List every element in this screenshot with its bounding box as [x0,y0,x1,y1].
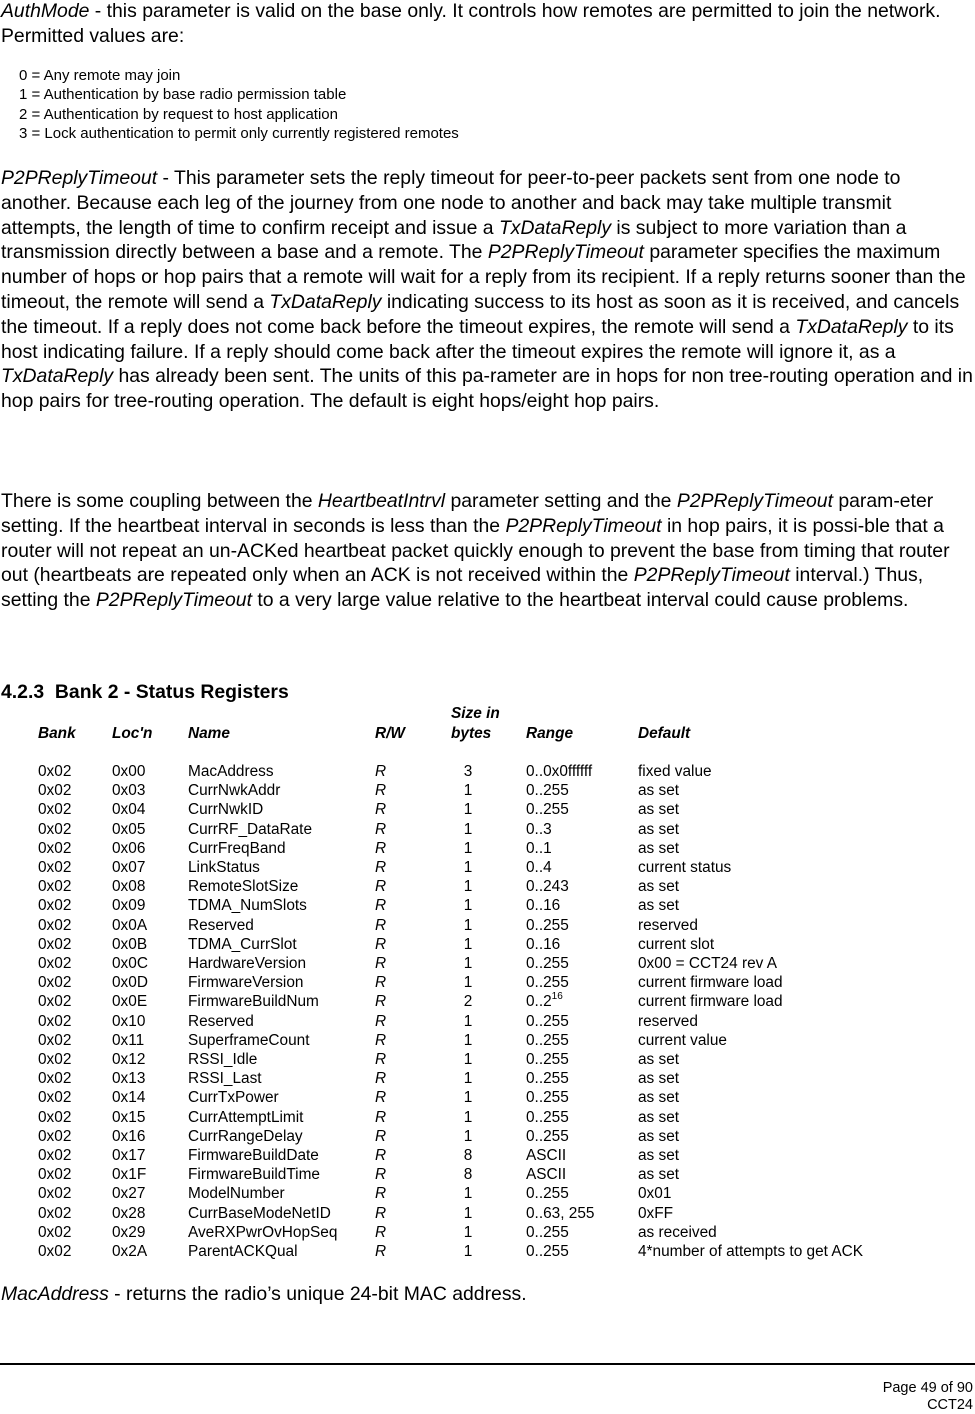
size-cell: 1 [463,1243,473,1260]
p2p-text-4: indicating success to its host as soon as it is received, and cancels the timeout. If a reply does not come back before the timeout expires, the remote will send a [1,290,960,338]
location-cell: 0x10 [112,1012,146,1030]
location-cell: 0x09 [112,897,146,915]
range-cell: 0..255 [526,1089,569,1107]
table-row [0,935,975,954]
rw-cell: R [375,1223,387,1241]
size-cell: 1 [463,897,473,915]
location-cell: 0x16 [112,1127,146,1145]
bank-cell: 0x02 [38,897,72,915]
size-cell: 1 [463,1051,473,1068]
register-name-cell: CurrNwkID [188,801,264,819]
table-row [0,820,975,839]
default-cell: as set [638,1070,680,1088]
range-cell: 0..255 [526,1051,569,1068]
location-cell: 0x12 [112,1051,146,1068]
default-cell: as set [638,1166,680,1184]
table-row [0,1050,975,1069]
bank-cell: 0x02 [38,1166,72,1184]
location-cell: 0x0C [112,955,148,972]
register-name-cell: FirmwareVersion [188,974,304,992]
size-cell: 1 [463,801,473,819]
table-row [0,800,975,819]
rw-cell: R [375,1243,387,1260]
p2p-text-5: to its host indicating failure. If a reply should come back after the timeout expires the remote will ignore it, as a [1,315,954,363]
rw-cell: R [375,1031,387,1049]
default-cell: as set [638,801,680,819]
bank-cell: 0x02 [38,935,72,953]
register-name-cell: HardwareVersion [188,955,307,972]
default-cell: as set [638,1089,680,1107]
bank-cell: 0x02 [38,1051,72,1068]
table-row [0,1088,975,1107]
macaddress-text: - returns the radio’s unique 24-bit MAC address. [108,1283,527,1305]
coupling-text-3: param-eter setting. If the heartbeat interval in seconds is less than the [1,490,934,537]
location-cell: 0x06 [112,839,146,857]
footer-divider [0,1363,975,1365]
table-row [0,1184,975,1203]
table-row [0,839,975,858]
coupling-text-4: in hop pairs, it is possi-ble that a router will not repeat an un-ACKed heartbeat packet quickly enough to prevent the base from timing that router out (heartbeats are repeated only when an ACK is not received within the [1,514,950,587]
size-cell: 1 [463,820,473,838]
default-cell: 0x01 [638,1185,672,1203]
register-name-cell: CurrAttemptLimit [188,1108,304,1126]
range-cell: 0..255 [526,1127,569,1145]
coupling-text-1: There is some coupling between the [1,490,318,512]
rw-cell: R [375,878,387,896]
authmode-value-2: 2 = Authentication by request to host application [19,105,338,123]
range-cell: 0..255 [526,801,569,819]
rw-cell: R [375,1127,387,1145]
table-row [0,1146,975,1165]
table-header [0,704,975,752]
location-cell: 0x0D [112,974,148,992]
register-name-cell: RemoteSlotSize [188,878,299,896]
rw-cell: R [375,1012,387,1030]
register-name-cell: FirmwareBuildNum [188,993,319,1011]
table-row [0,1204,975,1223]
rw-cell: R [375,782,387,800]
location-cell: 0x14 [112,1089,146,1107]
range-cell: 0..255 [526,1012,569,1030]
authmode-values-list [19,66,459,143]
default-cell: as set [638,839,680,857]
size-cell: 1 [463,878,473,896]
authmode-term: AuthMode [1,0,90,22]
bank-cell: 0x02 [38,859,72,876]
size-cell: 1 [463,1012,473,1030]
rw-cell: R [375,801,387,819]
authmode-value-1: 1 = Authentication by base radio permission table [19,86,347,104]
p2p-text-1: - This parameter sets the reply timeout for peer-to-peer packets sent from one node to another. Because each leg of the journey from one node to another and back may take multiple transmit attempts, the length of time to confirm receipt and issue a [1,167,901,239]
bank-cell: 0x02 [38,1243,72,1260]
bank-cell: 0x02 [38,839,72,857]
location-cell: 0x17 [112,1147,146,1164]
range-cell: 0..255 [526,1070,569,1088]
size-cell: 1 [463,916,473,934]
register-name-cell: FirmwareBuildTime [188,1166,320,1184]
bank-cell: 0x02 [38,1108,72,1126]
register-name-cell: CurrRangeDelay [188,1127,303,1145]
range-cell: 0..255 [526,1031,569,1049]
range-cell: 0..16 [526,935,561,953]
range-cell: 0..16 [526,897,561,915]
bank-cell: 0x02 [38,916,72,934]
size-cell: 1 [463,1089,473,1107]
p2p-term-txdatareply: TxDataReply [498,216,612,239]
p2p-term-ref: P2PReplyTimeout [676,490,833,512]
register-name-cell: ModelNumber [188,1185,285,1203]
range-cell: 0..255 [526,1185,569,1203]
coupling-text-6: to a very large value relative to the heartbeat interval could cause problems. [251,589,909,612]
rw-cell: R [375,1204,387,1222]
range-cell: 0..4 [526,859,552,876]
size-cell: 1 [463,1070,473,1088]
default-cell: as set [638,878,680,896]
table-row [0,954,975,973]
header-range: Range [526,725,574,742]
default-cell: current firmware load [638,993,783,1011]
bank-cell: 0x02 [38,763,72,780]
size-cell: 8 [463,1147,473,1164]
bank-cell: 0x02 [38,1089,72,1107]
range-cell: 0..255 [526,782,569,800]
size-cell: 3 [463,763,473,780]
table-row [0,1165,975,1184]
location-cell: 0x1F [112,1166,147,1184]
bank-cell: 0x02 [38,878,72,896]
bank-cell: 0x02 [38,1031,72,1049]
rw-cell: R [375,897,387,915]
section-title: Bank 2 - Status Registers [54,681,289,703]
p2p-term-txdatareply: TxDataReply [1,365,114,388]
bank-cell: 0x02 [38,820,72,838]
rw-cell: R [375,859,387,876]
bank-cell: 0x02 [38,1070,72,1088]
authmode-text: - this parameter is valid on the base only. It controls how remotes are permitted to join the network. Permitted values are: [1,0,941,47]
section-heading [1,680,289,704]
default-cell: as set [638,782,680,800]
heartbeat-term: HeartbeatIntrvl [317,490,446,512]
macaddress-term: MacAddress [1,1283,109,1305]
register-name-cell: Reserved [188,916,254,934]
document-id: CCT24 [927,1397,973,1413]
size-cell: 1 [463,782,473,800]
coupling-text-2: parameter setting and the [445,490,677,512]
header-rw: R/W [375,725,405,742]
register-name-cell: SuperframeCount [188,1031,310,1049]
range-cell: 0..1 [526,839,552,857]
bank-cell: 0x02 [38,1204,72,1222]
p2p-term-ref: P2PReplyTimeout [95,589,252,612]
location-cell: 0x03 [112,782,146,800]
size-cell: 1 [463,1223,473,1241]
range-cell: 0..255 [526,955,569,972]
register-name-cell: CurrTxPower [188,1089,279,1107]
size-cell: 1 [463,974,473,992]
macaddress-paragraph [1,1282,973,1307]
location-cell: 0x00 [112,763,146,780]
default-cell: 4*number of attempts to get ACK [638,1243,863,1260]
default-cell: as set [638,897,680,915]
rw-cell: R [375,974,387,992]
coupling-text-5: interval.) Thus, setting the [1,564,924,612]
p2p-term: P2PReplyTimeout [1,167,158,189]
page-footer [883,1380,973,1414]
size-cell: 1 [463,1185,473,1203]
size-cell: 2 [463,993,473,1011]
default-cell: reserved [638,916,698,934]
p2p-term-ref: P2PReplyTimeout [633,564,790,587]
table-row [0,1223,975,1242]
range-cell: 0..255 [526,974,569,992]
table-row [0,1242,975,1261]
table-row [0,1031,975,1050]
size-cell: 1 [463,1108,473,1126]
default-cell: as set [638,1108,680,1126]
size-cell: 1 [463,1204,473,1222]
default-cell: current slot [638,935,715,953]
table-row [0,781,975,800]
rw-cell: R [375,935,387,953]
default-cell: as received [638,1223,717,1241]
default-cell: as set [638,1127,680,1145]
default-cell: fixed value [638,763,712,780]
header-location: Loc'n [112,725,153,742]
range-base: 0..2 [526,993,552,1011]
header-bank: Bank [38,725,76,742]
rw-cell: R [375,1185,387,1203]
bank-cell: 0x02 [38,801,72,819]
table-row [0,1127,975,1146]
location-cell: 0x13 [112,1070,146,1088]
table-row [0,896,975,915]
register-name-cell: ParentACKQual [188,1243,298,1260]
authmode-value-0: 0 = Any remote may join [19,67,181,84]
table-row [0,916,975,935]
table-row [0,1012,975,1031]
page-number: Page 49 of 90 [882,1380,973,1396]
location-cell: 0x2A [112,1243,148,1260]
p2p-term-ref: P2PReplyTimeout [487,241,644,264]
size-cell: 1 [463,955,473,972]
location-cell: 0x07 [112,859,146,876]
rw-cell: R [375,1147,387,1164]
p2p-text-3: parameter specifies the maximum number of hops or hop pairs that a remote will wait for a reply from its recipient. If a reply returns sooner than the timeout, the remote will send a [1,241,966,313]
location-cell: 0x05 [112,820,146,838]
default-cell: 0x00 = CCT24 rev A [638,955,778,972]
range-cell: ASCII [526,1166,567,1184]
default-cell: reserved [638,1012,698,1030]
range-cell: 0..0x0ffffff [526,763,593,780]
size-cell: 8 [463,1166,473,1184]
location-cell: 0x27 [112,1185,146,1203]
range-cell: 0..255 [526,916,569,934]
size-cell: 1 [463,935,473,953]
size-cell: 1 [463,839,473,857]
register-name-cell: AveRXPwrOvHopSeq [188,1223,338,1241]
table-row [0,762,975,781]
p2p-text-2: is subject to more variation than a transmission directly between a base and a remote. The [1,216,907,264]
header-size-line1: Size in [451,705,500,722]
register-name-cell: RSSI_Idle [188,1051,258,1068]
rw-cell: R [375,916,387,934]
p2preplytimeout-paragraph [1,166,973,414]
rw-cell: R [375,993,387,1011]
location-cell: 0x0B [112,935,148,953]
p2p-text-6: has already been sent. The units of this pa-rameter are in hops for non tree-routing operation and in hop pairs for tree-routing operation. The default is eight hops/eight hop pairs. [1,365,973,413]
p2p-term-txdatareply: TxDataReply [795,315,908,338]
rw-cell: R [375,955,387,972]
rw-cell: R [375,1108,387,1126]
rw-cell: R [375,1070,387,1088]
location-cell: 0x28 [112,1204,146,1222]
range-cell: 0..63, 255 [526,1204,595,1222]
rw-cell: R [375,1051,387,1068]
p2p-term-txdatareply: TxDataReply [269,290,382,313]
location-cell: 0x0A [112,916,148,934]
register-name-cell: TDMA_NumSlots [188,897,307,915]
default-cell: 0xFF [638,1204,674,1222]
coupling-paragraph [1,489,973,613]
authmode-paragraph [1,0,973,49]
location-cell: 0x0E [112,993,148,1011]
bank-cell: 0x02 [38,993,72,1011]
register-name-cell: Reserved [188,1012,254,1030]
default-cell: current value [638,1031,727,1049]
table-row [0,877,975,896]
register-name-cell: MacAddress [188,763,274,780]
range-cell: 0..255 [526,1243,569,1260]
authmode-value-3: 3 = Lock authentication to permit only currently registered remotes [19,124,459,142]
rw-cell: R [375,763,387,780]
register-name-cell: RSSI_Last [188,1070,262,1088]
register-name-cell: LinkStatus [188,859,260,876]
bank-cell: 0x02 [38,1147,72,1164]
rw-cell: R [375,1089,387,1107]
range-cell: 0..255 [526,1223,569,1241]
section-number: 4.2.3 [1,681,45,703]
default-cell: current status [638,859,732,876]
location-cell: 0x29 [112,1223,146,1241]
table-row [0,992,975,1011]
header-default: Default [638,725,691,742]
register-name-cell: CurrBaseModeNetID [188,1204,331,1222]
default-cell: as set [638,1051,680,1068]
range-cell: 0..243 [526,878,569,896]
register-name-cell: CurrFreqBand [188,839,286,857]
range-cell: ASCII [526,1147,567,1164]
p2p-term-ref: P2PReplyTimeout [505,514,662,537]
default-cell: as set [638,820,680,838]
bank-cell: 0x02 [38,974,72,992]
bank-cell: 0x02 [38,1127,72,1145]
table-row [0,1108,975,1127]
location-cell: 0x04 [112,801,146,819]
default-cell: as set [638,1147,680,1164]
header-size-line2: bytes [451,725,492,742]
bank-cell: 0x02 [38,1012,72,1030]
size-cell: 1 [463,1127,473,1145]
rw-cell: R [375,820,387,838]
table-row [0,858,975,877]
register-name-cell: FirmwareBuildDate [188,1147,319,1164]
register-name-cell: TDMA_CurrSlot [188,935,297,953]
default-cell: current firmware load [638,974,783,992]
location-cell: 0x11 [112,1031,145,1049]
location-cell: 0x15 [112,1108,146,1126]
size-cell: 1 [463,1031,473,1049]
bank-cell: 0x02 [38,1185,72,1203]
bank-cell: 0x02 [38,1223,72,1241]
range-cell: 0..3 [526,820,552,838]
range-cell [526,992,563,1011]
table-row [0,973,975,992]
rw-cell: R [375,839,387,857]
table-row [0,1069,975,1088]
rw-cell: R [375,1166,387,1184]
bank-cell: 0x02 [38,955,72,972]
size-cell: 1 [463,859,473,876]
register-name-cell: CurrRF_DataRate [188,820,313,838]
register-name-cell: CurrNwkAddr [188,782,281,800]
range-cell: 0..255 [526,1108,569,1126]
bank-cell: 0x02 [38,782,72,800]
location-cell: 0x08 [112,878,146,896]
header-name: Name [188,725,230,742]
range-exponent: 16 [551,991,563,1003]
